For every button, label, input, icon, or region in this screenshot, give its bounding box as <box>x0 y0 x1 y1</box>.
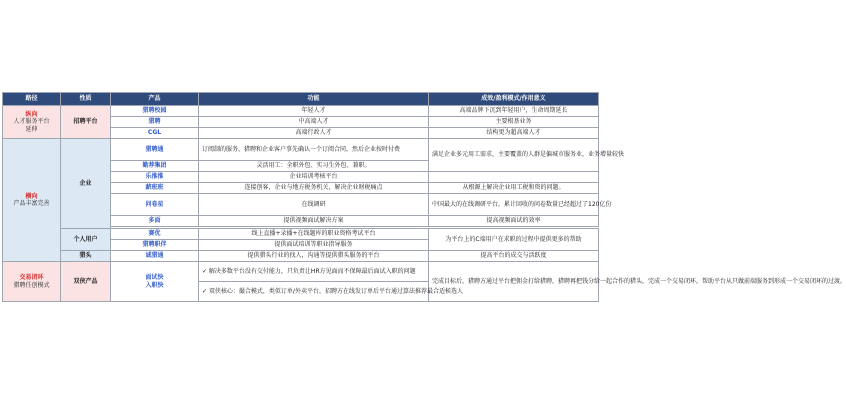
result-cell: 满足企业多元用工需求，主要覆盖的人群是偏城市服务业，业务增量较快 <box>429 139 599 172</box>
result-cell: 从根源上解决企业用工税和资的问题。 <box>429 183 599 194</box>
function-cell: 企业培训考核平台 <box>199 172 429 183</box>
product-cell: 乐推推 <box>111 172 199 183</box>
nature-cell: 猎头 <box>61 251 111 262</box>
result-cell: 结构更为超高端人才 <box>429 128 599 139</box>
table-row <box>3 139 599 161</box>
path-vertical-cell <box>3 106 61 139</box>
path-subtitle: 人才服务平台 <box>13 118 50 126</box>
function-cell: 提供面试培训等职业指导服务 <box>199 240 429 251</box>
result-cell: 为平台上的C端用户在求职的过程中提供更多的帮助 <box>429 229 599 251</box>
product-cell: 猎聘 <box>111 117 199 128</box>
header-nature: 性质 <box>61 93 111 106</box>
function-cell: 高端行政人才 <box>199 128 429 139</box>
nature-cell: 个人用户 <box>61 229 111 251</box>
product-cell: 赛优 <box>111 229 199 240</box>
product-cell: 诚猎通 <box>111 251 199 262</box>
product-cell: 猎聘职伴 <box>111 240 199 251</box>
result-cell: 中国最大的在线调研平台，累计回收的问卷数量已经超过了120亿份 <box>429 194 599 216</box>
result-cell: 提高平台的成交与活跃度 <box>429 251 599 262</box>
table-row <box>3 262 599 282</box>
strategy-table <box>2 92 846 302</box>
function-cell: ✓ 双侠核心：撮合模式，类似订单/外卖平台，招聘方在线发订单后平台通过算法推荐最合适候选人 <box>199 282 429 302</box>
product-cell: 薪班班 <box>111 183 199 194</box>
function-cell: 中高端人才 <box>199 117 429 128</box>
table-row <box>3 251 599 262</box>
header-product: 产品 <box>111 93 199 106</box>
path-title: 横向 <box>25 192 38 200</box>
function-cell: ✓ 解决多数平台没有交付能力，只负责让HR方见面而不保障最后面试入职的问题 <box>199 262 429 282</box>
result-cell: 主要根基业务 <box>429 117 599 128</box>
path-horizontal-cell <box>3 139 61 262</box>
nature-cell: 招聘平台 <box>61 106 111 139</box>
function-cell: 在线调研 <box>199 194 429 216</box>
function-cell: 订阅制的服务，猎聘和企业客户事先确认一个订阅合同，然后企业按时付费 <box>199 139 429 161</box>
product-cell: 问卷星 <box>111 194 199 216</box>
path-closed-loop-cell <box>3 262 61 302</box>
table-row <box>3 229 599 240</box>
result-cell: 完成目标后，猎聘方通过平台把佣金打给猎聘，猎聘再把钱分给一起合作的猎头，完成一个交易闭环，帮助平台从只做前端服务到形成一个交易闭环的过渡。 <box>429 262 599 302</box>
product-name: 入职快 <box>145 281 164 289</box>
product-cell: 猎聘校园 <box>111 106 199 117</box>
result-cell: 提高视频面试的效率 <box>429 216 599 227</box>
nature-cell: 企业 <box>61 139 111 229</box>
function-cell: 连接创客，企业与地方税务机关，解决企业财税痛点 <box>199 183 429 194</box>
product-cell: 多面 <box>111 216 199 227</box>
product-name: 面试快 <box>145 274 164 281</box>
function-cell: 年轻人才 <box>199 106 429 117</box>
table-row <box>3 106 599 117</box>
function-cell: 线上直播+录播+在线题库的职业资格考试平台 <box>199 229 429 240</box>
header-function: 功能 <box>199 93 429 106</box>
result-cell <box>429 172 599 183</box>
result-cell: 高端品牌下沉到年轻用户，生命周期延长 <box>429 106 599 117</box>
product-cell: 勤荐集团 <box>111 161 199 172</box>
header-row <box>3 93 599 106</box>
path-subtitle: 产品丰富完善 <box>13 200 50 207</box>
path-title: 纵向 <box>25 110 38 118</box>
header-path: 路径 <box>3 93 61 106</box>
path-subtitle: 延伸 <box>25 125 38 133</box>
path-subtitle: 猎聘任创模式 <box>13 281 50 289</box>
function-cell: 灵活用工：全职外包、实习生外包、兼职。 <box>199 161 429 172</box>
path-title: 交易闭环 <box>19 274 44 281</box>
function-cell: 提供猎头行业的找人，沟通等提供猎头服务的平台 <box>199 251 429 262</box>
product-cell <box>111 262 199 302</box>
nature-cell: 双侠产品 <box>61 262 111 302</box>
function-cell: 提供视频面试解决方案 <box>199 216 429 227</box>
header-result: 成效/盈利模式/作用意义 <box>429 93 599 106</box>
product-cell: CGL <box>111 128 199 139</box>
product-cell: 猎聘通 <box>111 139 199 161</box>
